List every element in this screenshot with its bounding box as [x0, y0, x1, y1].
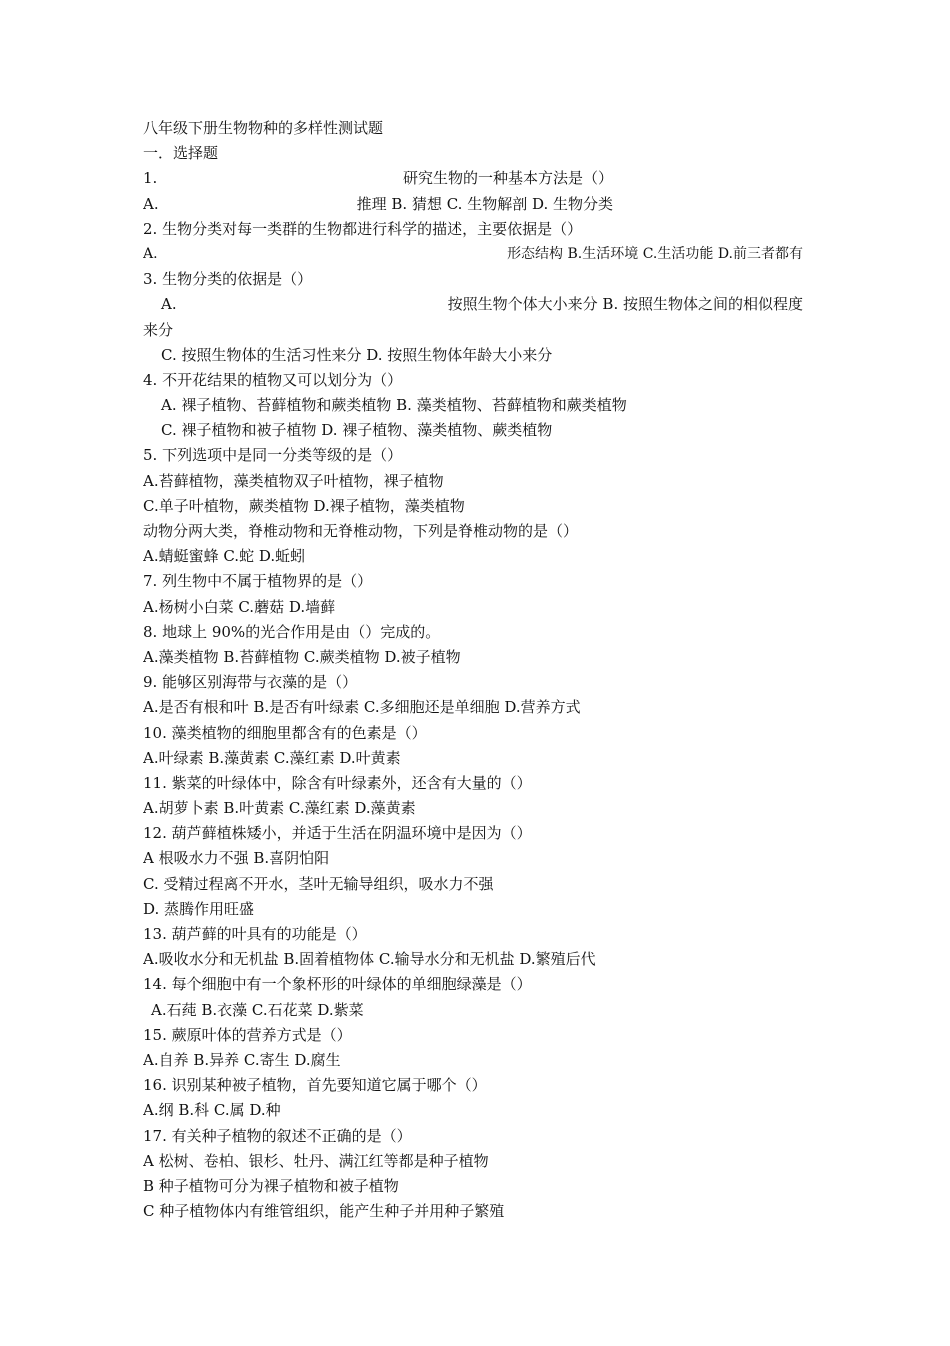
question-4-options-a: A. 裸子植物、苔藓植物和蕨类植物 B. 藻类植物、苔藓植物和蕨类植物: [161, 396, 627, 415]
option-text: 形态结构 B.生活环境 C.生活功能 D.前三者都有: [507, 245, 803, 262]
question-7-stem: 7. 列生物中不属于植物界的是（）: [143, 572, 373, 591]
question-13-options: A.吸收水分和无机盐 B.固着植物体 C.输导水分和无机盐 D.繁殖后代: [143, 950, 596, 969]
question-8-stem: 8. 地球上 90%的光合作用是由（）完成的。: [143, 622, 441, 641]
question-9-options: A.是否有根和叶 B.是否有叶绿素 C.多细胞还是单细胞 D.营养方式: [143, 698, 581, 717]
question-17-stem: 17. 有关种子植物的叙述不正确的是（）: [143, 1126, 412, 1145]
section-heading: 一．选择题: [143, 144, 219, 163]
question-8-options: A.藻类植物 B.苔藓植物 C.蕨类植物 D.被子植物: [143, 647, 461, 666]
option-label: A.: [143, 194, 159, 213]
question-15-options: A.自养 B.异养 C.寄生 D.腐生: [143, 1050, 341, 1069]
question-12-stem: 12. 葫芦藓植株矮小，并适于生活在阴温环境中是因为（）: [143, 824, 532, 843]
question-4-options-c: C. 裸子植物和被子植物 D. 裸子植物、藻类植物、蕨类植物: [161, 421, 553, 440]
question-1-options: [143, 192, 803, 217]
option-text: 按照生物个体大小来分 B. 按照生物体之间的相似程度: [447, 295, 803, 314]
question-17-options-b: B 种子植物可分为裸子植物和被子植物: [143, 1176, 399, 1195]
document-title: 八年级下册生物物种的多样性测试题: [143, 119, 384, 137]
question-5-options-c: C.单子叶植物，蕨类植物 D.裸子植物，藻类植物: [143, 496, 465, 515]
question-14-options: A.石莼 B.衣藻 C.石花菜 D.紫菜: [151, 1000, 364, 1019]
question-3-options-c: C. 按照生物体的生活习性来分 D. 按照生物体年龄大小来分: [161, 345, 553, 364]
question-6-options: A.蜻蜓蜜蜂 C.蛇 D.蚯蚓: [143, 547, 306, 566]
question-10-options: A.叶绿素 B.藻黄素 C.藻红素 D.叶黄素: [143, 748, 401, 767]
question-13-stem: 13. 葫芦藓的叶具有的功能是（）: [143, 925, 367, 943]
question-5-options-a: A.苔藓植物，藻类植物双子叶植物，裸子植物: [143, 471, 444, 490]
question-3-stem: 3. 生物分类的依据是（）: [143, 270, 313, 289]
question-16-options: A.纲 B.科 C.属 D.种: [143, 1101, 281, 1120]
question-7-options: A.杨树小白菜 C.蘑菇 D.墙藓: [143, 597, 336, 616]
question-11-options: A.胡萝卜素 B.叶黄素 C.藻红素 D.藻黄素: [143, 799, 416, 818]
question-16-stem: 16. 识别某种被子植物，首先要知道它属于哪个（）: [143, 1076, 487, 1095]
question-number: 1.: [143, 169, 158, 188]
question-1-stem: [143, 166, 803, 191]
question-11-stem: 11. 紫菜的叶绿体中，除含有叶绿素外，还含有大量的（）: [143, 773, 532, 792]
option-label: A.: [161, 295, 177, 314]
question-9-stem: 9. 能够区别海带与衣藻的是（）: [143, 673, 358, 692]
question-3-options-cont: 来分: [143, 320, 174, 339]
option-label: A.: [143, 245, 158, 262]
question-2-stem: 2. 生物分类对每一类群的生物都进行科学的描述，主要依据是（）: [143, 219, 583, 238]
question-2-options: [143, 242, 803, 267]
question-15-stem: 15. 蕨原叶体的营养方式是（）: [143, 1025, 352, 1044]
question-17-options-a: A 松树、卷柏、银杉、牡丹、满江红等都是种子植物: [143, 1151, 489, 1170]
question-5-stem: 5. 下列选项中是同一分类等级的是（）: [143, 446, 403, 465]
question-12-options-c: C. 受精过程离不开水，茎叶无输导组织，吸水力不强: [143, 874, 494, 893]
option-text: 推理 B. 猜想 C. 生物解剖 D. 生物分类: [356, 194, 613, 213]
question-12-options-d: D. 蒸腾作用旺盛: [143, 899, 255, 918]
question-6-stem: 动物分两大类，脊椎动物和无脊椎动物，下列是脊椎动物的是（）: [143, 522, 579, 540]
question-17-options-c: C 种子植物体内有维管组织，能产生种子并用种子繁殖: [143, 1202, 505, 1221]
document-page: [143, 116, 803, 1224]
question-14-stem: 14. 每个细胞中有一个象杯形的叶绿体的单细胞绿藻是（）: [143, 975, 532, 994]
question-3-options-a: [143, 292, 803, 317]
question-text: 研究生物的一种基本方法是（）: [402, 169, 613, 188]
question-10-stem: 10. 藻类植物的细胞里都含有的色素是（）: [143, 723, 427, 742]
question-12-options-a: A 根吸水力不强 B.喜阴怕阳: [143, 849, 330, 868]
question-4-stem: 4. 不开花结果的植物又可以划分为（）: [143, 370, 403, 389]
